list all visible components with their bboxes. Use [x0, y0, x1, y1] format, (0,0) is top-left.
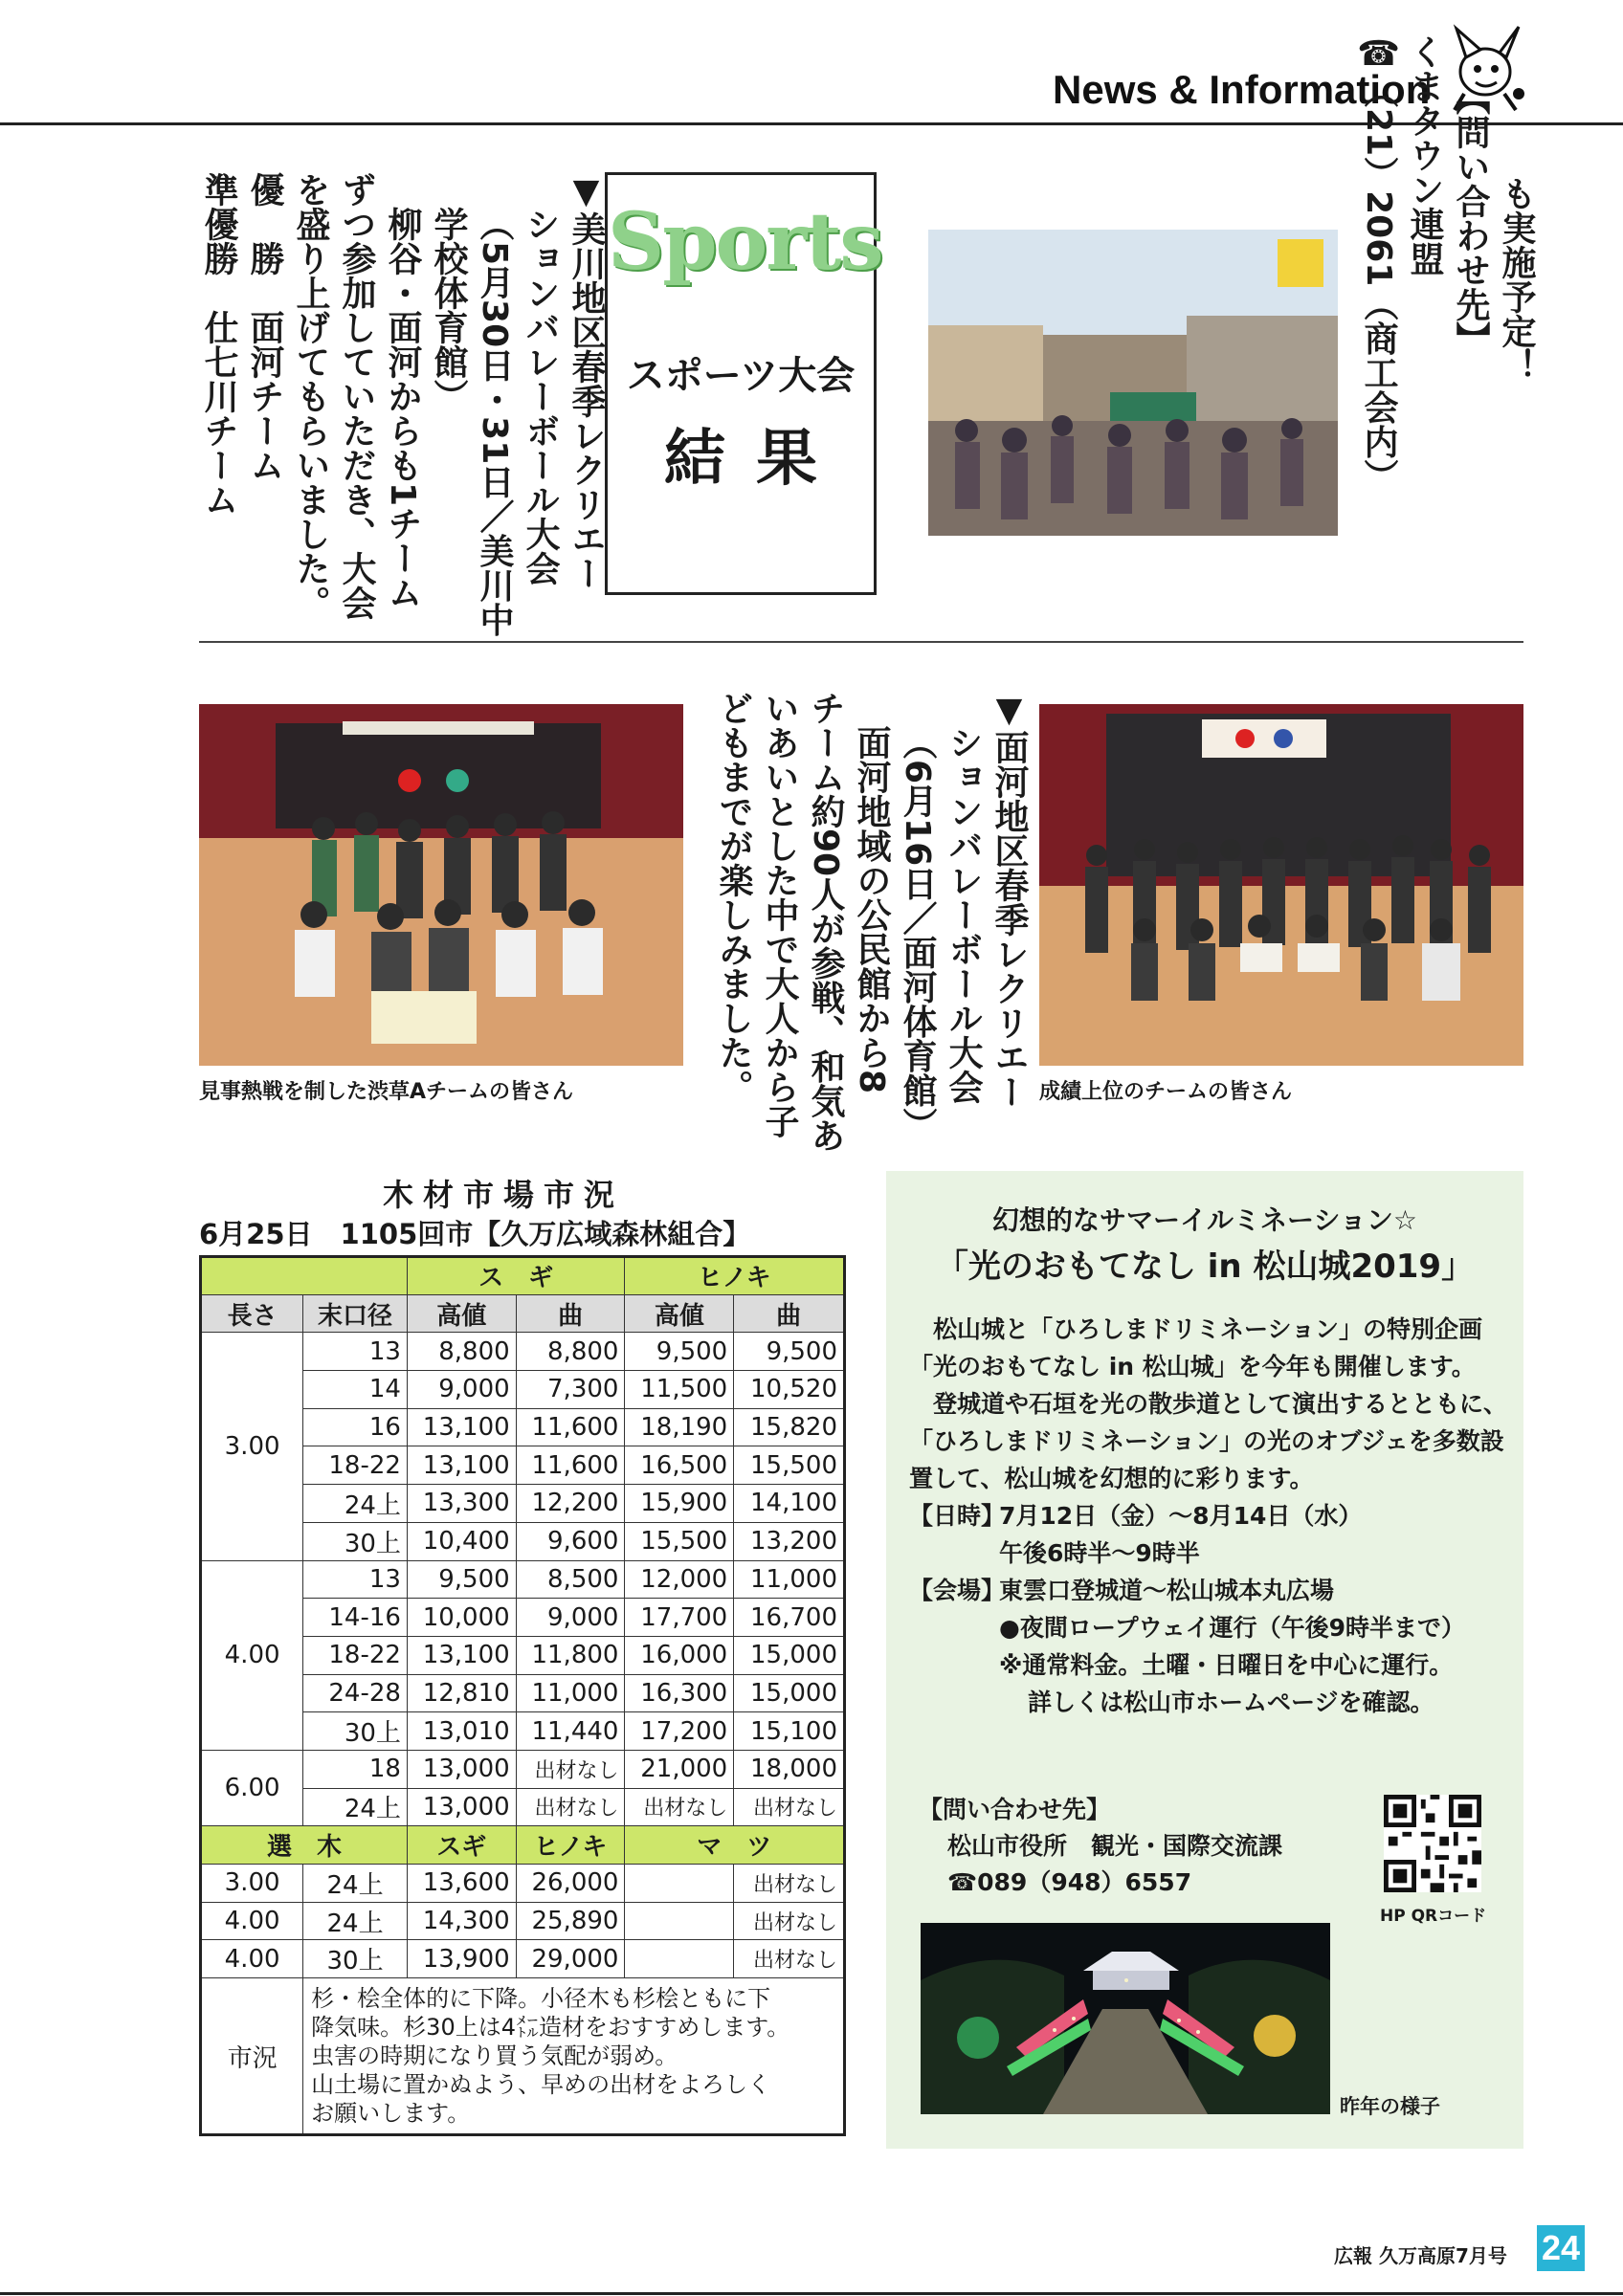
market-line: 杉・桧全体的に下降。小径木も杉桧ともに下 [311, 1985, 771, 2013]
price-cell: 11,000 [516, 1674, 625, 1712]
price-cell: 出材なし [516, 1750, 625, 1788]
inquiry-organization: 松山市役所 観光・国際交流課 [947, 1832, 1283, 1860]
website-note: 詳しくは松山市ホームページを確認。 [1028, 1689, 1434, 1716]
article-line: 面河地域の公民館から8 [852, 725, 891, 1094]
illumination-body [909, 1311, 1512, 1721]
market-line: お願いします。 [311, 2100, 471, 2128]
illumination-heading: 幻想的なサマーイルミネーション☆ [992, 1204, 1417, 1236]
illumination-photo [921, 1923, 1330, 2114]
price-cell: 26,000 [516, 1865, 625, 1903]
price-cell: 11,440 [516, 1712, 625, 1751]
diameter-cell: 24上 [303, 1788, 408, 1826]
table-row [201, 1902, 845, 1940]
market-line: 山土場に置かぬよう、早めの出材をよろしく [311, 2071, 771, 2099]
footer-rule [0, 2292, 1623, 2295]
price-cell: 18,190 [625, 1408, 734, 1446]
time-value: 午後6時半～9時半 [999, 1539, 1200, 1567]
price-cell: 13,000 [407, 1750, 516, 1788]
price-cell: 出材なし [625, 1788, 734, 1826]
price-cell: 15,500 [625, 1522, 734, 1560]
omogo-volleyball-article [710, 691, 1032, 1152]
price-cell: 10,520 [734, 1371, 845, 1409]
publication-name: 広報 久万高原7月号 [1334, 2244, 1507, 2267]
price-cell: 16,000 [625, 1636, 734, 1674]
article-line: どもまでが楽しみました。 [714, 691, 753, 1104]
market-label: 市況 [201, 1978, 303, 2135]
diameter-cell: 24上 [303, 1865, 408, 1903]
table-column-header [201, 1294, 845, 1333]
price-cell: 9,500 [734, 1333, 845, 1371]
price-cell: 出材なし [734, 1902, 845, 1940]
page-number: 24 [1537, 2225, 1585, 2271]
diameter-cell: 18 [303, 1750, 408, 1788]
price-cell: 15,900 [625, 1485, 734, 1523]
price-cell: 9,500 [625, 1333, 734, 1371]
price-cell [625, 1940, 734, 1978]
select-hinoki-header: ヒノキ [516, 1826, 625, 1865]
price-cell: 18,000 [734, 1750, 845, 1788]
sports-logo: Sports [608, 196, 882, 288]
hinoki-kyoku-header: 曲 [734, 1294, 845, 1333]
diameter-cell: 16 [303, 1408, 408, 1446]
length-cell: 4.00 [201, 1902, 303, 1940]
article-line: 柳谷・面河からも1チーム [383, 207, 422, 610]
select-label-header: 選 木 [201, 1826, 408, 1865]
diameter-cell: 30上 [303, 1712, 408, 1751]
sports-subtitle: スポーツ大会 [626, 354, 856, 398]
header-title: News & Information [1053, 67, 1431, 112]
price-cell: 13,010 [407, 1712, 516, 1751]
price-cell: 11,600 [516, 1408, 625, 1446]
price-cell [625, 1865, 734, 1903]
fare-note: ※通常料金。土曜・日曜日を中心に運行。 [999, 1651, 1454, 1679]
price-cell: 9,600 [516, 1522, 625, 1560]
length-cell: 4.00 [201, 1560, 303, 1750]
price-cell: 9,000 [407, 1371, 516, 1409]
price-cell: 11,500 [625, 1371, 734, 1409]
price-cell: 出材なし [734, 1865, 845, 1903]
length-cell: 4.00 [201, 1940, 303, 1978]
table-row [201, 1940, 845, 1978]
timber-market-title: 木材市場市況 [383, 1177, 625, 1213]
article-line: （6月16日／面河体育館） [898, 725, 937, 1142]
qr-code-icon[interactable] [1384, 1795, 1481, 1892]
table-row [201, 1333, 845, 1371]
sugi-header: ス ギ [407, 1257, 625, 1295]
price-cell: 15,000 [734, 1636, 845, 1674]
illumination-title: 「光のおもてなし in 松山城2019」 [935, 1247, 1475, 1286]
hinoki-high-header: 高値 [625, 1294, 734, 1333]
price-cell: 13,900 [407, 1940, 516, 1978]
price-cell: 29,000 [516, 1940, 625, 1978]
article-line: ションバレーボール大会 [944, 725, 983, 1104]
price-cell: 13,100 [407, 1446, 516, 1485]
market-line: 虫害の時期になり買う気配が弱め。 [311, 2042, 678, 2070]
price-cell [625, 1902, 734, 1940]
price-cell: 16,500 [625, 1446, 734, 1485]
diameter-cell: 24-28 [303, 1674, 408, 1712]
price-cell: 12,810 [407, 1674, 516, 1712]
price-cell: 15,820 [734, 1408, 845, 1446]
price-cell: 8,500 [516, 1560, 625, 1599]
price-cell: 13,100 [407, 1636, 516, 1674]
article-line: 優 勝 面河チーム [245, 172, 284, 482]
price-cell: 9,500 [407, 1560, 516, 1599]
price-cell: 16,700 [734, 1599, 845, 1637]
top-teams-photo [1039, 704, 1523, 1066]
illumination-paragraph: 松山城と「ひろしまドリミネーション」の特別企画「光のおもてなし in 松山城」を今年も開催します。 [909, 1315, 1483, 1380]
price-cell: 7,300 [516, 1371, 625, 1409]
diameter-cell: 30上 [303, 1522, 408, 1560]
sugi-kyoku-header: 曲 [516, 1294, 625, 1333]
article-line: ▼美川地区春季レクリエー [567, 172, 606, 590]
diameter-cell: 14 [303, 1371, 408, 1409]
diameter-cell: 13 [303, 1333, 408, 1371]
length-cell: 6.00 [201, 1750, 303, 1825]
inquiry-label: 【問い合わせ先】 [919, 1796, 1111, 1823]
length-cell: 3.00 [201, 1333, 303, 1560]
illumination-paragraph: 登城道や石垣を光の散歩道として演出するとともに、「ひろしまドリミネーション」の光のオブジェを多数設置して、松山城を幻想的に彩ります。 [909, 1390, 1508, 1492]
market-row [201, 1978, 845, 2135]
table-group-header [201, 1257, 845, 1295]
illumination-photo-caption: 昨年の様子 [1340, 2095, 1440, 2118]
price-cell: 17,700 [625, 1599, 734, 1637]
table-row [201, 1560, 845, 1599]
price-cell: 8,800 [407, 1333, 516, 1371]
price-cell: 13,000 [407, 1788, 516, 1826]
price-cell: 10,400 [407, 1522, 516, 1560]
price-cell: 14,100 [734, 1485, 845, 1523]
timber-price-table [199, 1255, 846, 2136]
diameter-cell: 13 [303, 1560, 408, 1599]
price-cell: 13,100 [407, 1408, 516, 1446]
kuma-line: も実施予定！ [1497, 176, 1536, 383]
price-cell: 14,300 [407, 1902, 516, 1940]
price-cell: 出材なし [734, 1788, 845, 1826]
diameter-header: 末口径 [303, 1294, 408, 1333]
article-line: ションバレーボール大会 [521, 207, 560, 585]
price-cell: 12,000 [625, 1560, 734, 1599]
illumination-event-box [886, 1171, 1523, 2149]
shibukusa-team-photo [199, 704, 683, 1066]
price-cell: 11,000 [734, 1560, 845, 1599]
diameter-cell: 18-22 [303, 1446, 408, 1485]
sugi-high-header: 高値 [407, 1294, 516, 1333]
diameter-cell: 14-16 [303, 1599, 408, 1637]
price-cell: 9,000 [516, 1599, 625, 1637]
select-header-row [201, 1826, 845, 1865]
kuma-line: 【問い合わせ先】 [1451, 80, 1490, 356]
price-cell: 出材なし [516, 1788, 625, 1826]
diameter-cell: 24上 [303, 1485, 408, 1523]
date-row [909, 1497, 1512, 1534]
diameter-cell: 30上 [303, 1940, 408, 1978]
article-line: チーム約90人が参戦、和気あ [806, 691, 845, 1153]
right-photo-caption: 成績上位のチームの皆さん [1039, 1080, 1293, 1104]
kuma-line: ☎（21）2061（商工会内） [1359, 34, 1398, 494]
hinoki-header: ヒノキ [625, 1257, 845, 1295]
sports-result-heading: 結果 [664, 424, 848, 495]
price-cell: 11,600 [516, 1446, 625, 1485]
venue-row [909, 1572, 1512, 1609]
street-event-photo [928, 230, 1338, 536]
article-line: いあいとした中で大人から子 [760, 691, 799, 1138]
diameter-cell: 24上 [303, 1902, 408, 1940]
price-cell: 8,800 [516, 1333, 625, 1371]
price-cell: 17,200 [625, 1712, 734, 1751]
price-cell: 15,100 [734, 1712, 845, 1751]
left-photo-caption: 見事熱戦を制した渋草Aチームの皆さん [199, 1080, 574, 1104]
length-header: 長さ [201, 1294, 303, 1333]
price-cell: 11,800 [516, 1636, 625, 1674]
qr-code-label: HP QRコード [1380, 1907, 1487, 1926]
inquiry-phone: ☎089（948）6557 [947, 1868, 1192, 1896]
venue-value: 東雲口登城道～松山城本丸広場 [999, 1577, 1335, 1604]
market-line: 降気味。杉30上は4㍍造材をおすすめします。 [311, 2014, 790, 2042]
price-cell: 16,300 [625, 1674, 734, 1712]
article-line: 学校体育館） [429, 207, 468, 413]
kuma-line: くまタウン連盟 [1405, 34, 1444, 276]
timber-market-subtitle: 6月25日 1105回市【久万広域森林組合】 [199, 1218, 751, 1250]
price-cell: 10,000 [407, 1599, 516, 1637]
article-line: 準優勝 仕七川チーム [199, 172, 238, 517]
article-line: （5月30日・31日／美川中 [475, 207, 514, 637]
diameter-cell: 18-22 [303, 1636, 408, 1674]
market-comment [303, 1978, 845, 2135]
date-value: 7月12日（金）～8月14日（水） [999, 1502, 1363, 1530]
price-cell: 13,200 [734, 1522, 845, 1560]
article-line: ずつ参加していただき、大会 [337, 172, 376, 620]
price-cell: 13,300 [407, 1485, 516, 1523]
select-sugi-header: スギ [407, 1826, 516, 1865]
price-cell: 12,200 [516, 1485, 625, 1523]
price-cell: 15,000 [734, 1674, 845, 1712]
price-cell: 21,000 [625, 1750, 734, 1788]
date-label: 【日時】 [909, 1502, 1006, 1530]
table-row [201, 1865, 845, 1903]
price-cell: 13,600 [407, 1865, 516, 1903]
select-matsu-header: マ ツ [625, 1826, 845, 1865]
ropeway-note: ●夜間ロープウェイ運行（午後9時半まで） [999, 1614, 1465, 1642]
length-cell: 3.00 [201, 1865, 303, 1903]
venue-label: 【会場】 [909, 1577, 1006, 1604]
article-line: を盛り上げてもらいました。 [291, 172, 330, 620]
kuma-town-notice [1355, 34, 1539, 494]
mikawa-volleyball-article [195, 172, 609, 636]
section-divider [199, 641, 1523, 643]
price-cell: 出材なし [734, 1940, 845, 1978]
sports-results-box [605, 172, 882, 595]
blank-header [201, 1257, 408, 1295]
price-cell: 25,890 [516, 1902, 625, 1940]
price-cell: 15,500 [734, 1446, 845, 1485]
table-row [201, 1750, 845, 1788]
article-line: ▼面河地区春季レクリエー [989, 691, 1029, 1109]
